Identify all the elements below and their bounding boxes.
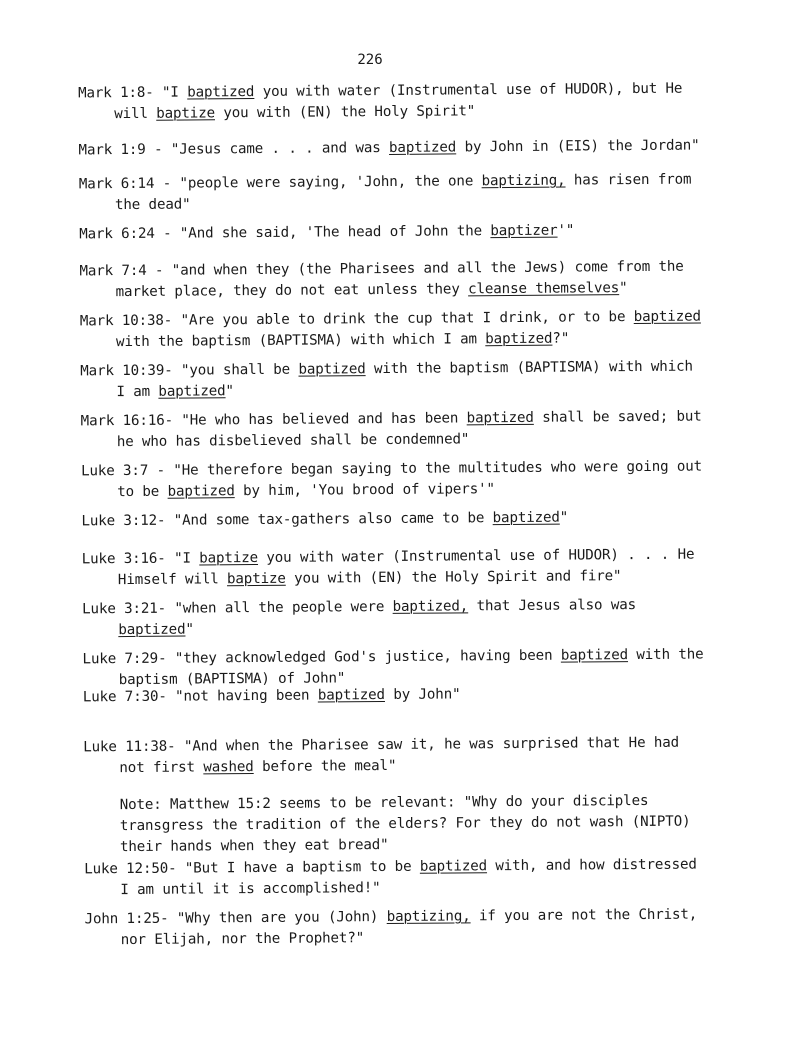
text-segment: if you are not the Christ, bbox=[470, 906, 698, 925]
text-line bbox=[85, 925, 765, 951]
text-segment: to be bbox=[117, 483, 168, 501]
text-segment: with the bbox=[627, 646, 704, 664]
underlined-word: baptizing, bbox=[386, 908, 471, 925]
verse-entry bbox=[84, 854, 764, 901]
text-segment: Mark 1:8- "I bbox=[78, 84, 188, 102]
text-segment: Mark 10:39- "you shall be bbox=[80, 361, 299, 380]
text-segment: John 1:25- "Why then are you (John) bbox=[84, 908, 387, 928]
text-segment: Mark 10:38- "Are you able to drink the cup that I drink, or to be bbox=[79, 309, 634, 330]
text-segment: Mark 16:16- "He who has believed and has been bbox=[80, 410, 467, 430]
underlined-word: cleanse themselves bbox=[468, 280, 620, 298]
text-segment: " bbox=[559, 509, 569, 526]
text-segment: before the meal" bbox=[253, 757, 397, 776]
text-line bbox=[78, 99, 758, 125]
text-segment: has risen from bbox=[565, 171, 692, 189]
verse-entry bbox=[81, 506, 761, 532]
note-paragraph bbox=[84, 790, 800, 859]
text-segment: baptism (BAPTISMA) of John" bbox=[118, 670, 346, 689]
underlined-word: baptized, bbox=[392, 598, 469, 615]
text-segment: Mark 7:4 - "and when they (the Pharisees and all the Jews) come from the bbox=[79, 258, 684, 280]
text-segment: the dead" bbox=[114, 196, 191, 214]
verse-entry bbox=[78, 135, 758, 161]
verse-entry bbox=[78, 78, 758, 125]
text-segment: I am until it is accomplished!" bbox=[120, 880, 381, 899]
underlined-word: baptized bbox=[388, 139, 457, 156]
text-segment: he who has disbelieved shall be condemned" bbox=[116, 431, 470, 451]
text-segment: with the baptism (BAPTISMA) with which I am bbox=[115, 331, 486, 351]
verse-entry bbox=[84, 904, 764, 951]
verse-entry bbox=[80, 356, 760, 403]
text-segment: Luke 11:38- "And when the Pharisee saw it, he was surprised that He had bbox=[83, 734, 680, 756]
verse-entry bbox=[81, 456, 761, 503]
text-segment: shall be saved; but bbox=[533, 408, 702, 426]
text-segment: '" bbox=[557, 222, 575, 239]
underlined-word: baptized bbox=[633, 308, 701, 326]
text-segment: market place, they do not eat unless they bbox=[115, 281, 469, 301]
text-line bbox=[80, 327, 760, 353]
verse-entry bbox=[80, 306, 760, 353]
verse-entry bbox=[82, 544, 762, 591]
underlined-word: baptized bbox=[317, 686, 385, 704]
text-segment: I am bbox=[116, 383, 159, 401]
underlined-word: baptize bbox=[199, 549, 259, 567]
text-segment: transgress the tradition of the elders? For they do not wash (NIPTO) bbox=[119, 813, 691, 835]
text-segment: Mark 1:9 - "Jesus came . . . and was bbox=[78, 139, 390, 159]
text-line bbox=[83, 682, 763, 708]
text-segment: Luke 7:30- "not having been bbox=[82, 687, 318, 706]
verse-entry bbox=[82, 594, 762, 641]
text-line bbox=[79, 219, 759, 245]
underlined-word: baptized bbox=[118, 621, 186, 639]
text-segment: will bbox=[114, 105, 157, 123]
underlined-word: baptize bbox=[226, 570, 286, 588]
page-number: 226 bbox=[357, 52, 383, 68]
verse-list bbox=[0, 78, 800, 949]
verse-entry bbox=[79, 256, 759, 303]
verse-entry bbox=[81, 406, 761, 453]
text-line bbox=[81, 506, 761, 532]
text-segment: Mark 6:24 - "And she said, 'The head of John the bbox=[79, 223, 491, 243]
text-segment: nor Elijah, nor the Prophet?" bbox=[120, 930, 365, 949]
text-segment: you with water (Instrumental use of HUDOR), but He bbox=[254, 80, 683, 101]
underlined-word: baptized bbox=[560, 647, 629, 664]
text-line bbox=[80, 377, 760, 403]
text-segment: Luke 12:50- "But I have a baptism to be bbox=[84, 858, 420, 878]
text-segment: that Jesus also was bbox=[468, 597, 637, 615]
text-segment: by John" bbox=[384, 686, 461, 703]
text-segment: by John in (EIS) the Jordan" bbox=[456, 137, 700, 156]
underlined-word: baptized bbox=[492, 509, 560, 527]
underlined-word: baptized bbox=[158, 383, 226, 400]
text-line bbox=[81, 427, 761, 453]
text-segment: with, and how distressed bbox=[486, 856, 697, 875]
text-segment: Luke 3:12- "And some tax-gathers also came to be bbox=[81, 510, 493, 530]
text-segment: their hands when they eat bread" bbox=[119, 836, 389, 856]
text-line bbox=[80, 277, 760, 303]
text-segment: not first bbox=[119, 759, 204, 777]
verse-entry bbox=[79, 169, 759, 216]
text-segment: you with (EN) the Holy Spirit" bbox=[214, 103, 476, 122]
underlined-word: baptizing, bbox=[481, 172, 566, 190]
underlined-word: baptized bbox=[187, 84, 255, 101]
verse-entry bbox=[83, 732, 763, 779]
underlined-word: baptizer bbox=[490, 222, 558, 240]
text-segment: ?" bbox=[552, 330, 570, 347]
underlined-word: baptized bbox=[485, 330, 553, 348]
text-segment: Luke 3:16- "I bbox=[81, 550, 200, 568]
underlined-word: washed bbox=[203, 759, 254, 776]
text-line bbox=[81, 477, 761, 503]
text-line bbox=[82, 565, 762, 591]
underlined-word: baptized bbox=[167, 483, 235, 500]
text-segment: Luke 7:29- "they acknowledged God's justice, having been bbox=[82, 647, 561, 668]
text-segment: you with water (Instrumental use of HUDOR) . . . He bbox=[257, 546, 695, 566]
underlined-word: baptized bbox=[466, 409, 534, 427]
text-line bbox=[82, 615, 762, 641]
underlined-word: baptized bbox=[298, 361, 366, 378]
text-segment: Note: Matthew 15:2 seems to be relevant: "Why do your disciples bbox=[119, 792, 649, 814]
text-segment: " bbox=[185, 621, 194, 638]
verse-entry bbox=[79, 219, 759, 245]
underlined-word: baptize bbox=[156, 105, 216, 122]
text-segment: " bbox=[225, 383, 234, 400]
text-segment: Himself will bbox=[117, 571, 228, 589]
text-segment: Mark 6:14 - "people were saying, 'John, the one bbox=[78, 173, 482, 193]
verse-entry bbox=[83, 682, 763, 708]
text-segment: you with (EN) the Holy Spirit and fire" bbox=[285, 568, 622, 587]
text-line bbox=[78, 135, 758, 161]
text-line bbox=[84, 875, 764, 901]
text-segment: with the baptism (BAPTISMA) with which bbox=[365, 358, 693, 378]
text-segment: by him, 'You brood of vipers'" bbox=[234, 481, 495, 500]
text-line bbox=[79, 190, 759, 216]
text-segment: " bbox=[619, 280, 628, 297]
text-segment: Luke 3:7 - "He therefore began saying to the multitudes who were going out bbox=[80, 458, 703, 480]
text-line bbox=[83, 753, 763, 779]
underlined-word: baptized bbox=[419, 858, 488, 875]
text-segment: Luke 3:21- "when all the people were bbox=[82, 598, 393, 618]
